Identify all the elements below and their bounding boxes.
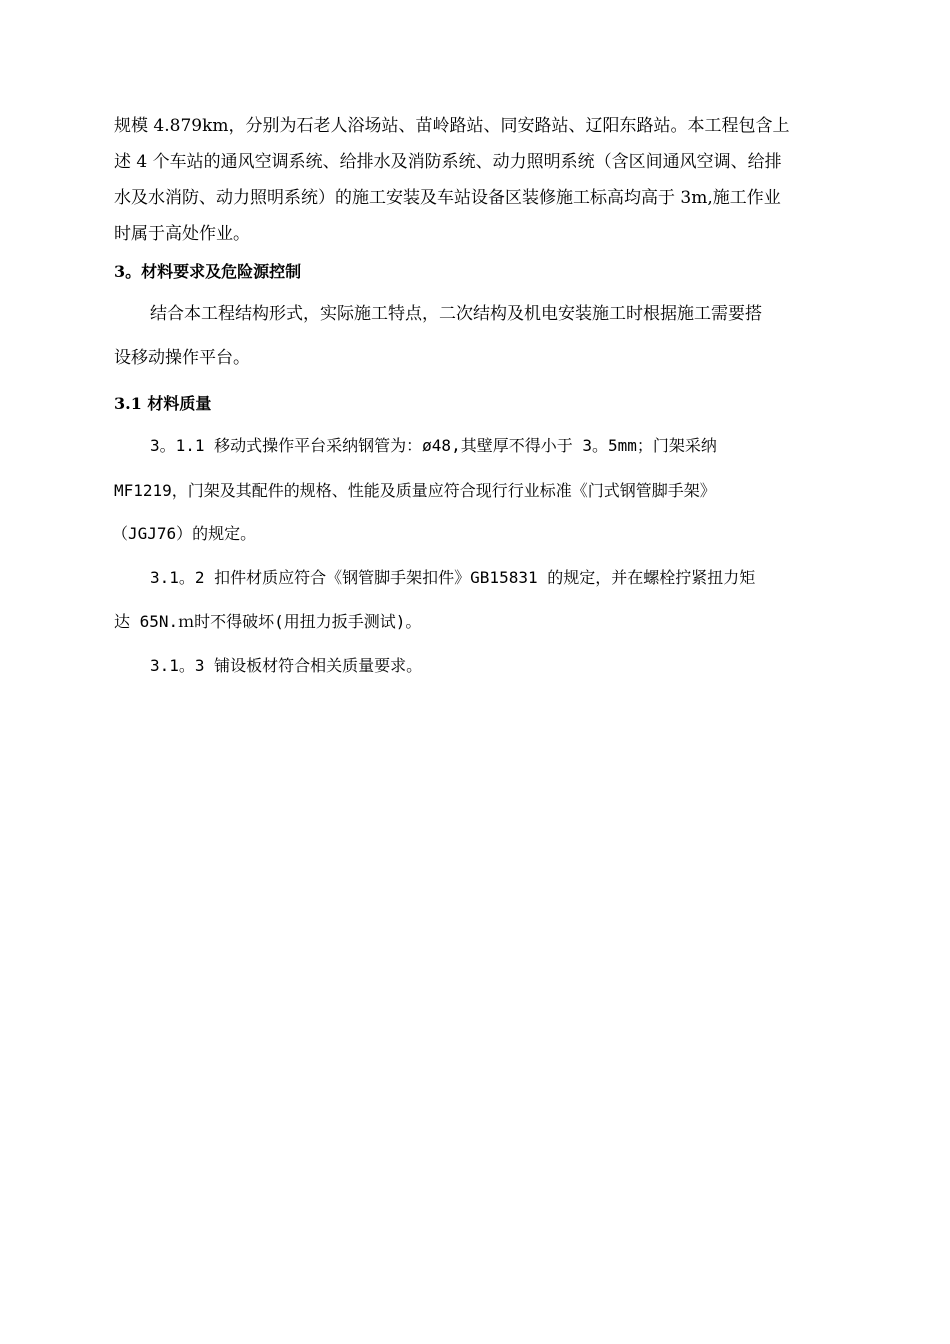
item-3-1-2-line-2: 达 65N.ｍ时不得破坏(用扭力扳手测试)。 <box>114 612 422 631</box>
item-3-1-3-line-1: 3.1。3 铺设板材符合相关质量要求。 <box>150 656 423 675</box>
item-3-1-1-line-1: 3。1.1 移动式操作平台采纳钢管为：ø48,其壁厚不得小于 3。5mm；门架采纳 <box>150 436 717 455</box>
item-3-1-2-line-1: 3.1。2 扣件材质应符合《钢管脚手架扣件》GB15831 的规定，并在螺栓拧紧扭力矩 <box>150 568 756 587</box>
section-3-paragraph-line-1: 结合本工程结构形式，实际施工特点，二次结构及机电安装施工时根据施工需要搭 <box>150 304 762 324</box>
intro-line-1: 规模 4.879km，分别为石老人浴场站、苗岭路站、同安路站、辽阳东路站。本工程包含上 <box>114 116 790 136</box>
section-3-1-heading: 3.1 材料质量 <box>114 394 212 413</box>
intro-line-3: 水及水消防、动力照明系统）的施工安装及车站设备区装修施工标高均高于 3m,施工作业 <box>114 188 781 208</box>
section-3-paragraph-line-2: 设移动操作平台。 <box>114 348 250 368</box>
item-3-1-1-line-2: MF1219，门架及其配件的规格、性能及质量应符合现行行业标准《门式钢管脚手架》 <box>114 481 716 500</box>
intro-line-2: 述 4 个车站的通风空调系统、给排水及消防系统、动力照明系统（含区间通风空调、给排 <box>114 152 782 172</box>
item-3-1-1-line-3: （JGJ76）的规定。 <box>112 524 257 543</box>
section-3-heading: 3。材料要求及危险源控制 <box>114 262 302 281</box>
intro-line-4: 时属于高处作业。 <box>114 224 250 244</box>
